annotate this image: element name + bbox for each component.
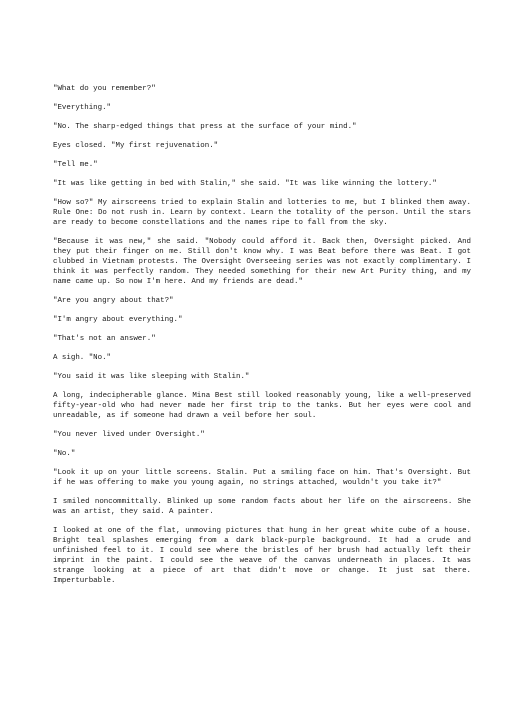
paragraph-12: A sigh. "No." — [53, 354, 112, 362]
paragraph-17: "Look it up on your little screens. Stalin. Put a smiling face on him. That's Oversight. But if he was offering to make you young again, no strings attached, wouldn't you take it?" — [53, 469, 471, 487]
paragraph-15: "You never lived under Oversight." — [53, 431, 205, 439]
paragraph-11: "That's not an answer." — [53, 335, 156, 343]
paragraph-8: "Because it was new," she said. "Nobody could afford it. Back then, Oversight picked. And they put their finger on me. Still don't know why. I was Beat before there was Beat. I got clubbed in Vietnam protests. The Oversight Overseeing series was not exactly complimentary. I think it was perfectly random. They needed something for their new Art Purity thing, and my name came up. So now I'm here. And my friends are dead." — [53, 238, 471, 286]
paragraph-1: "What do you remember?" — [53, 85, 156, 93]
paragraph-13: "You said it was like sleeping with Stalin." — [53, 373, 250, 381]
paragraph-5: "Tell me." — [53, 161, 98, 169]
paragraph-9: "Are you angry about that?" — [53, 297, 174, 305]
paragraph-4: Eyes closed. "My first rejuvenation." — [53, 142, 219, 150]
paragraph-19: I looked at one of the flat, unmoving pictures that hung in her great white cube of a house. Bright teal splashes emerging from a dark black-purple background. It had a crude and unfinished feel to it. I could see where the bristles of her brush had actually left their imprint in the paint. I could see the weave of the canvas underneath in places. It was strange looking at a piece of art that didn't move or change. It just sat there. Imperturbable. — [53, 527, 471, 585]
paragraph-18: I smiled noncommittally. Blinked up some random facts about her life on the airscreens. She was an artist, they said. A painter. — [53, 498, 471, 516]
paragraph-7: "How so?" My airscreens tried to explain Stalin and lotteries to me, but I blinked them away. Rule One: Do not rush in. Learn by context. Learn the totality of the person. Until the stars are ready to become constellations and the names ripe to fall from the sky. — [53, 199, 471, 227]
paragraph-16: "No." — [53, 450, 76, 458]
paragraph-3: "No. The sharp-edged things that press at the surface of your mind." — [53, 123, 357, 131]
paragraph-2: "Everything." — [53, 104, 112, 112]
paragraph-10: "I'm angry about everything." — [53, 316, 183, 324]
paragraph-6: "It was like getting in bed with Stalin," she said. "It was like winning the lottery." — [53, 180, 437, 188]
paragraph-14: A long, indecipherable glance. Mina Best still looked reasonably young, like a well-preserved fifty-year-old who had never made her first trip to the tanks. But her eyes were cool and unreadable, as if someone had drawn a veil before her soul. — [53, 392, 471, 420]
document-page — [53, 84, 471, 595]
